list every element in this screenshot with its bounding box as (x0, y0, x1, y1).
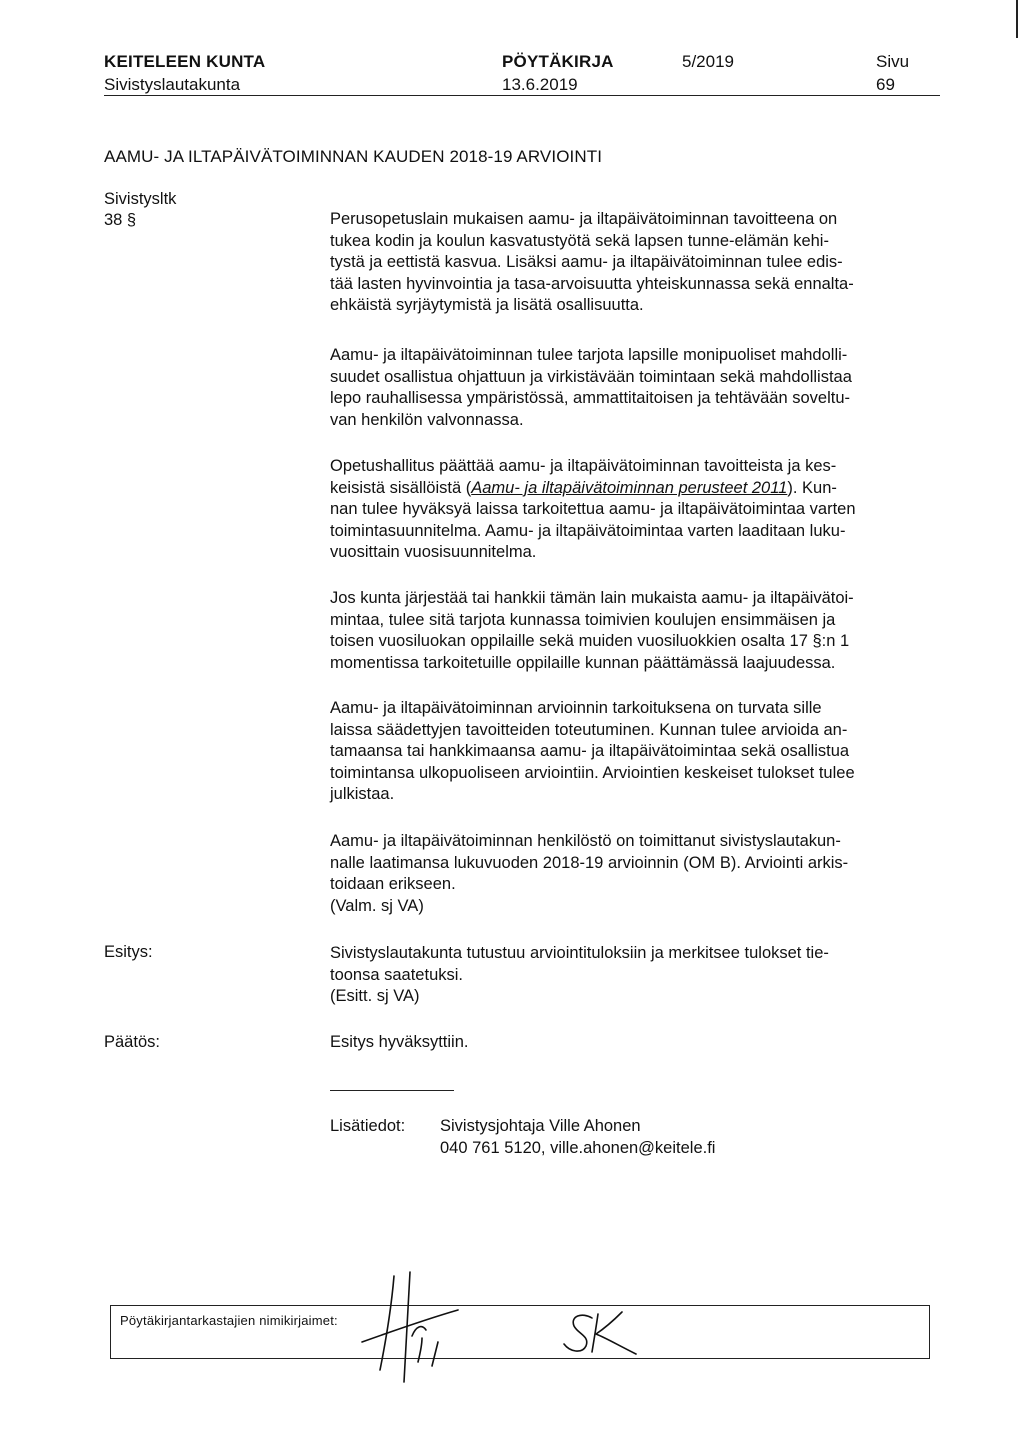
decision-text: Esitys hyväksyttiin. (330, 1033, 469, 1051)
header-page-label: Sivu (876, 52, 910, 71)
text-line: nalle laatimansa lukuvuoden 2018-19 arvioinnin (OM B). Arviointi arkis- (330, 853, 849, 872)
text-line: ehkäistä syrjäytymistä ja lisätä osallisuutta. (330, 296, 644, 315)
proposal-label: Esitys: (104, 943, 153, 961)
text-line: (Valm. sj VA) (330, 896, 424, 915)
text-line: suudet osallistua ohjattuun ja virkistävään toimintaan sekä mahdollistaa (330, 367, 852, 386)
committee-abbreviation: Sivistysltk (104, 190, 177, 208)
proposal-text (330, 943, 930, 1008)
text-line: Aamu- ja iltapäivätoiminnan tulee tarjota lapsille monipuoliset mahdolli- (330, 346, 848, 364)
page-edge-mark (1016, 0, 1018, 38)
text-line: Sivistyslautakunta tutustuu arviointituloksiin ja merkitsee tulokset tie- (330, 944, 829, 962)
text-fragment: keisistä sisällöistä ( (330, 478, 472, 497)
text-line: Aamu- ja iltapäivätoiminnan henkilöstö on toimittanut sivistyslautakun- (330, 832, 841, 850)
text-line: julkistaa. (330, 785, 395, 804)
paragraph-staff-report (330, 831, 930, 917)
header-page-number: 69 (876, 75, 895, 94)
header-committee: Sivistyslautakunta (104, 75, 241, 94)
guidelines-link[interactable]: Aamu- ja iltapäivätoiminnan perusteet 2011 (471, 478, 788, 497)
signature-stroke (412, 1327, 426, 1336)
text-line: Perusopetuslain mukaisen aamu- ja iltapäivätoiminnan tavoitteena on (330, 210, 838, 228)
header-municipality: KEITELEEN KUNTA (104, 52, 266, 71)
initials-label: Pöytäkirjantarkastajien nimikirjaimet: (120, 1313, 338, 1328)
signature-stroke (564, 1315, 592, 1351)
signature-stroke (596, 1312, 636, 1354)
text-line: nan tulee hyväksyä laissa tarkoitettua aamu- ja iltapäivätoimintaa varten (330, 500, 856, 519)
header-issue: 5/2019 (682, 52, 734, 71)
text-line: toimintansa ulkopuoliseen arviointiin. Arviointien keskeiset tulokset tulee (330, 763, 855, 782)
text-line: (Esitt. sj VA) (330, 987, 420, 1006)
paragraph-national-board (330, 456, 930, 564)
signature-stroke (380, 1276, 394, 1370)
text-line: toidaan erikseen. (330, 875, 456, 894)
paragraph-purpose (330, 209, 930, 317)
page-title: AAMU- JA ILTAPÄIVÄTOIMINNAN KAUDEN 2018-19 ARVIOINTI (104, 147, 603, 166)
text-line: tää lasten hyvinvointia ja tasa-arvoisuutta yhteiskunnassa sekä ennalta- (330, 274, 854, 293)
text-line: Opetushallitus päättää aamu- ja iltapäivätoiminnan tavoitteista ja kes- (330, 457, 837, 475)
text-line: tamaansa tai hankkimaansa aamu- ja iltapäivätoimintaa sekä osallistua (330, 742, 850, 761)
paragraph-municipality-duty (330, 588, 930, 674)
handwritten-initials (350, 1270, 650, 1400)
signature-stroke (362, 1310, 458, 1342)
text-line: momentissa tarkoitetuille oppilaille kunnan päättämässä laajuudessa. (330, 653, 836, 672)
text-line: vuosittain vuosisuunnitelma. (330, 543, 537, 562)
text-line: toimintasuunnitelma. Aamu- ja iltapäivätoimintaa varten laaditaan luku- (330, 521, 846, 540)
contact-label: Lisätiedot: (330, 1117, 406, 1135)
text-line: tystä ja eettistä kasvua. Lisäksi aamu- ja iltapäivätoiminnan tulee edis- (330, 253, 843, 272)
text-fragment: ). Kun- (787, 478, 837, 497)
text-line: toisen vuosiluokan oppilaille sekä muiden vuosiluokkien osalta 17 §:n 1 (330, 632, 850, 651)
text-line: Aamu- ja iltapäivätoiminnan arvioinnin tarkoituksena on turvata sille (330, 699, 822, 717)
paragraph-offering (330, 345, 930, 431)
text-line: van henkilön valvonnassa. (330, 410, 524, 429)
contact-details: 040 761 5120, ville.ahonen@keitele.fi (440, 1139, 716, 1157)
signature-stroke (418, 1338, 422, 1362)
text-line: laissa säädettyjen tavoitteiden toteutuminen. Kunnan tulee arvioida an- (330, 720, 848, 739)
text-line (330, 478, 930, 500)
paragraph-evaluation-purpose (330, 698, 930, 806)
text-line: mintaa, tulee sitä tarjota kunnassa toimivien koulujen ensimmäisen ja (330, 610, 836, 629)
text-line: Jos kunta järjestää tai hankkii tämän lain mukaista aamu- ja iltapäivätoi- (330, 589, 854, 607)
section-number: 38 § (104, 211, 137, 229)
header-date: 13.6.2019 (502, 75, 578, 94)
text-line: lepo rauhallisessa ympäristössä, ammattitaitoisen ja tehtävään soveltu- (330, 389, 851, 408)
separator-rule (330, 1090, 454, 1091)
text-line: toonsa saatetuksi. (330, 965, 463, 984)
header-rule (104, 95, 940, 96)
header-doc-type: PÖYTÄKIRJA (502, 52, 614, 71)
contact-name: Sivistysjohtaja Ville Ahonen (440, 1117, 641, 1135)
signature-stroke (432, 1342, 438, 1366)
text-line: tukea kodin ja koulun kasvatustyötä sekä lapsen tunne-elämän kehi- (330, 231, 829, 250)
decision-label: Päätös: (104, 1033, 160, 1051)
